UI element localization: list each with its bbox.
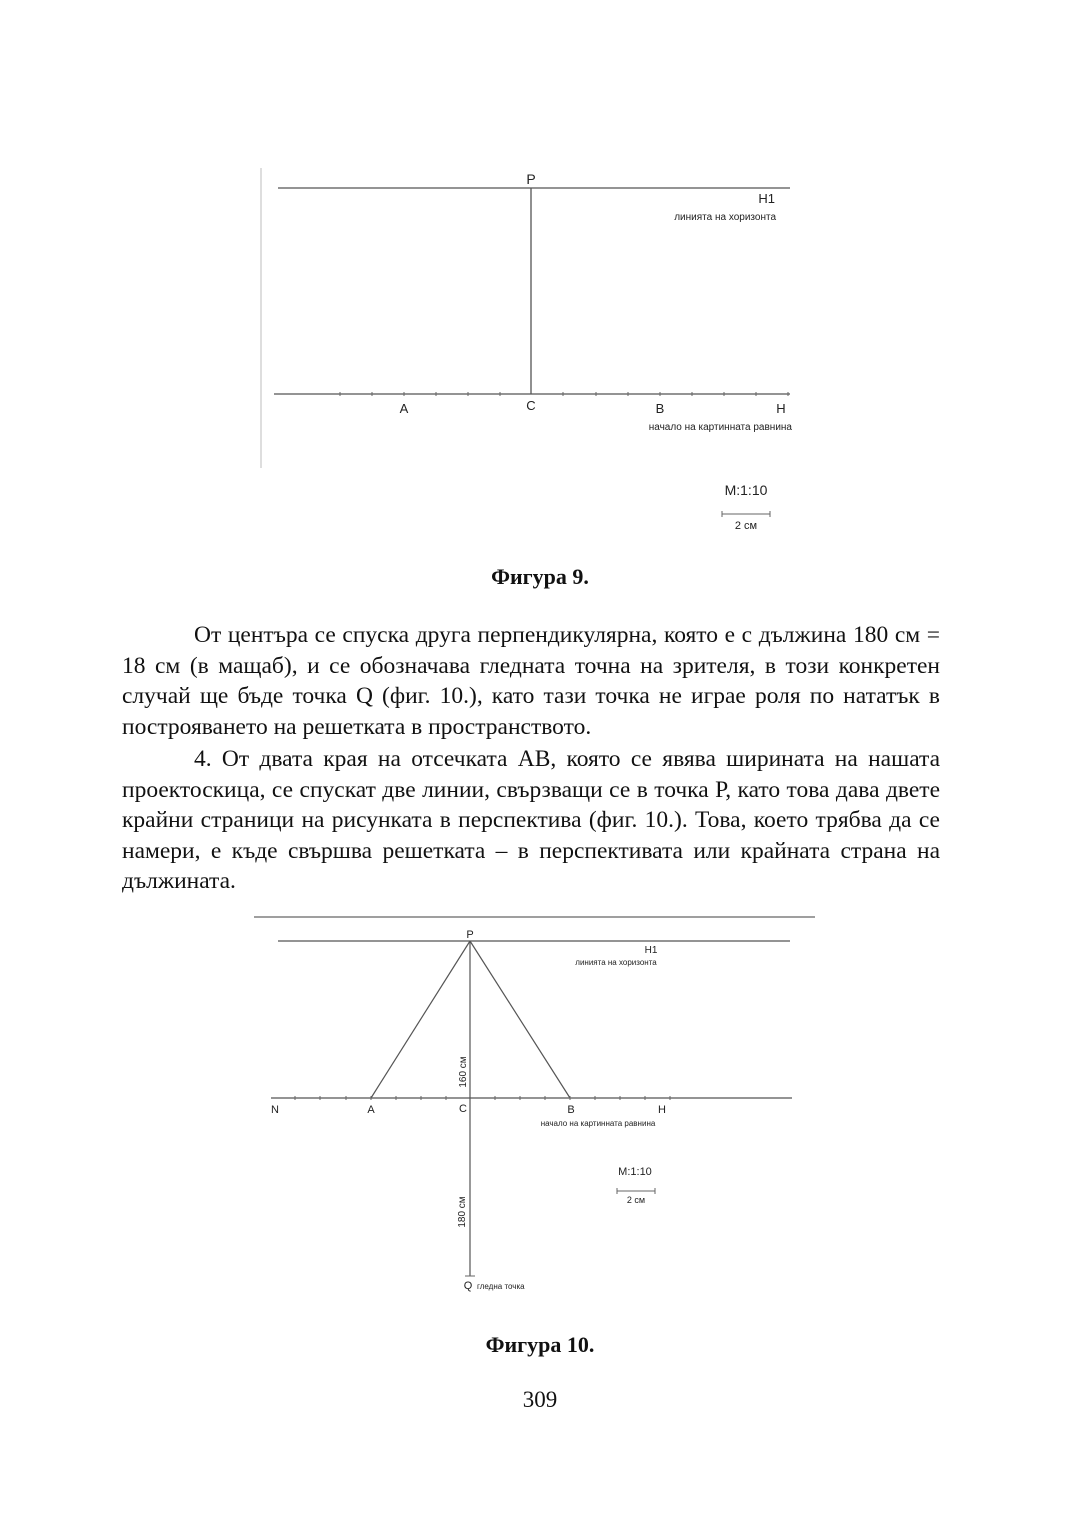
perspective-line-pa <box>371 941 470 1098</box>
point-c-label: C <box>459 1103 467 1115</box>
point-n-label: N <box>271 1104 279 1116</box>
point-p-label: P <box>466 929 474 941</box>
paragraph-2: 4. От двата края на отсечката АВ, която се явява ширината на нашата проектоскица, се спускат две линии, свързващи се в точка Р, като това дава двете крайни страници на рисунката в перспектива (фиг. 10.). Това, което трябва да се намери, е къде свършва решетката – в перспективата или крайната страна на дължината. <box>122 746 940 894</box>
horizon-line-label: линията на хоризонта <box>575 958 657 967</box>
point-c-label: C <box>526 398 536 413</box>
viewpoint-label: гледна точка <box>477 1282 525 1291</box>
figure-9-caption: Фигура 9. <box>491 564 589 589</box>
scale-bar <box>617 1188 655 1194</box>
perspective-line-pb <box>470 941 570 1098</box>
scale-bar-label: 2 см <box>626 1195 646 1205</box>
h1-label: H1 <box>644 945 658 956</box>
horizon-line-label: линията на хоризонта <box>674 212 776 223</box>
page-number: 309 <box>522 1387 558 1412</box>
scale-label: M:1:10 <box>724 482 768 498</box>
picture-plane-label: начало на картинната равнина <box>540 1119 656 1128</box>
point-q-label: Q <box>463 1280 473 1292</box>
scale-label: M:1:10 <box>618 1166 652 1178</box>
point-b-label: B <box>655 401 665 416</box>
scale-bar-label: 2 см <box>734 520 758 532</box>
point-h-label: H <box>658 1104 666 1116</box>
point-a-label: A <box>399 401 409 416</box>
point-p-label: P <box>526 171 536 187</box>
point-a-label: A <box>367 1104 375 1116</box>
dimension-180-label: 180 см <box>457 1196 468 1228</box>
picture-plane-label: начало на картинната равнина <box>648 422 792 433</box>
figure-10-caption: Фигура 10. <box>485 1332 595 1357</box>
h1-label: H1 <box>758 191 775 206</box>
dimension-160-label: 160 см <box>458 1056 469 1088</box>
paragraph-1: От центъра се спуска друга перпендикулярна, която е с дължина 180 см = 18 см (в мащаб), и се обозначава гледната точна на зрителя, в този конкретен случай ще бъде точка Q (фиг. 10.), като тази точка не играе роля по нататък в построяването на решетката в пространството. <box>122 622 940 740</box>
point-h-label: H <box>776 401 786 416</box>
point-b-label: B <box>567 1104 575 1116</box>
